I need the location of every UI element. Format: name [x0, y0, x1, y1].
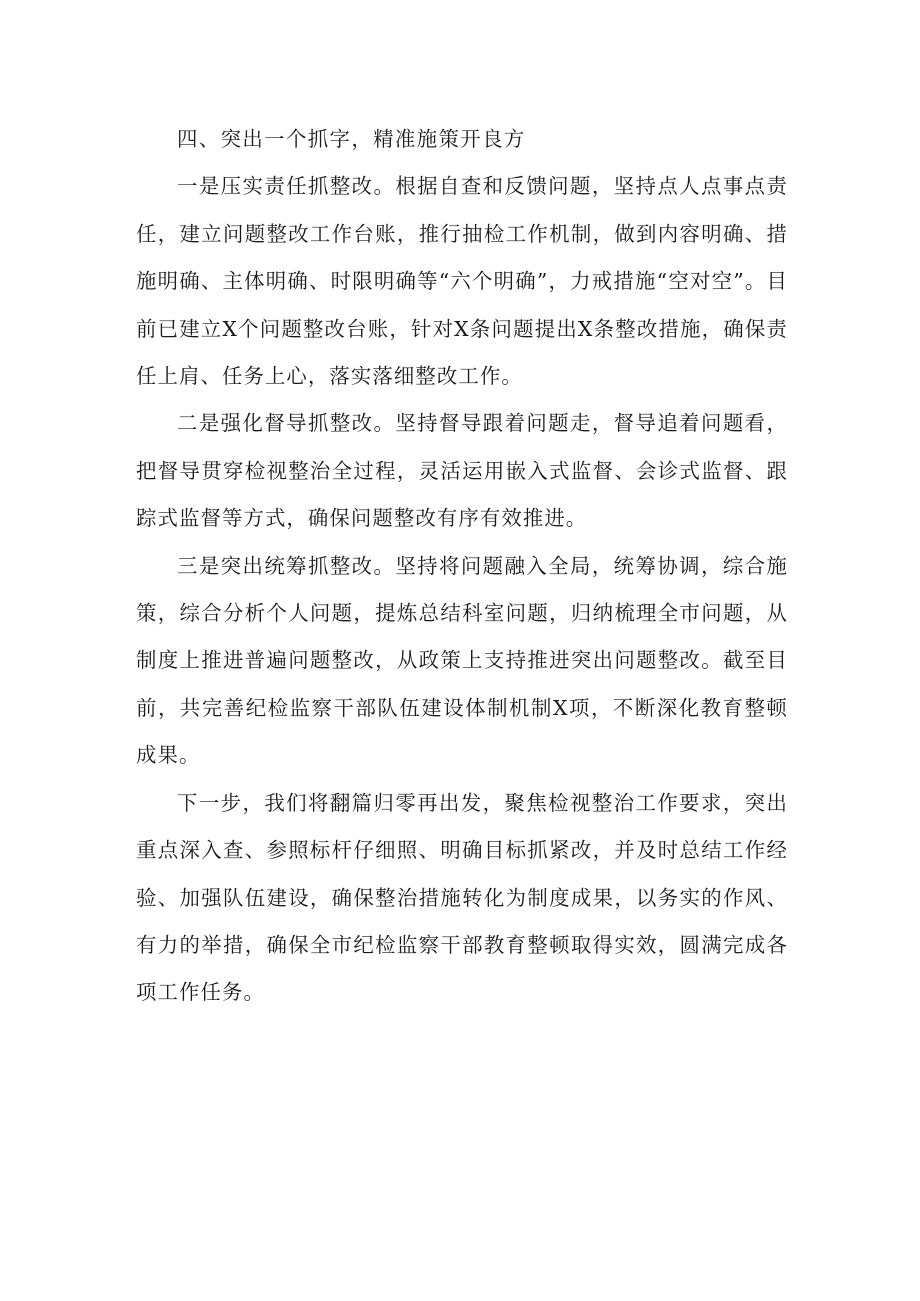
paragraph-supervision: 二是强化督导抓整改。坚持督导跟着问题走，督导追着问题看，把督导贯穿检视整治全过程，灵活运用嵌入式监督、会诊式监督、跟踪式监督等方式，确保问题整改有序有效推进。: [136, 411, 788, 531]
paragraph-coordination: 三是突出统筹抓整改。坚持将问题融入全局，统筹协调，综合施策，综合分析个人问题，提炼总结科室问题，归纳梳理全市问题，从制度上推进普遍问题整改，从政策上支持推进突出问题整改。截至目前，共完善纪检监察干部队伍建设体制机制X项，不断深化教育整顿成果。: [136, 553, 788, 768]
section-heading: 四、突出一个抓字，精准施策开良方: [177, 127, 526, 151]
paragraph-responsibility: 一是压实责任抓整改。根据自查和反馈问题，坚持点人点事点责任，建立问题整改工作台账，推行抽检工作机制，做到内容明确、措施明确、主体明确、时限明确等“六个明确”，力戒措施“空对空”。目前已建立X个问题整改台账，针对X条问题提出X条整改措施，确保责任上肩、任务上心，落实落细整改工作。: [136, 174, 788, 389]
paragraph-next-steps: 下一步，我们将翻篇归零再出发，聚焦检视整治工作要求，突出重点深入查、参照标杆仔细照、明确目标抓紧改，并及时总结工作经验、加强队伍建设，确保整治措施转化为制度成果，以务实的作风、有力的举措，确保全市纪检监察干部教育整顿取得实效，圆满完成各项工作任务。: [136, 790, 788, 1005]
document-body: [136, 116, 788, 1017]
